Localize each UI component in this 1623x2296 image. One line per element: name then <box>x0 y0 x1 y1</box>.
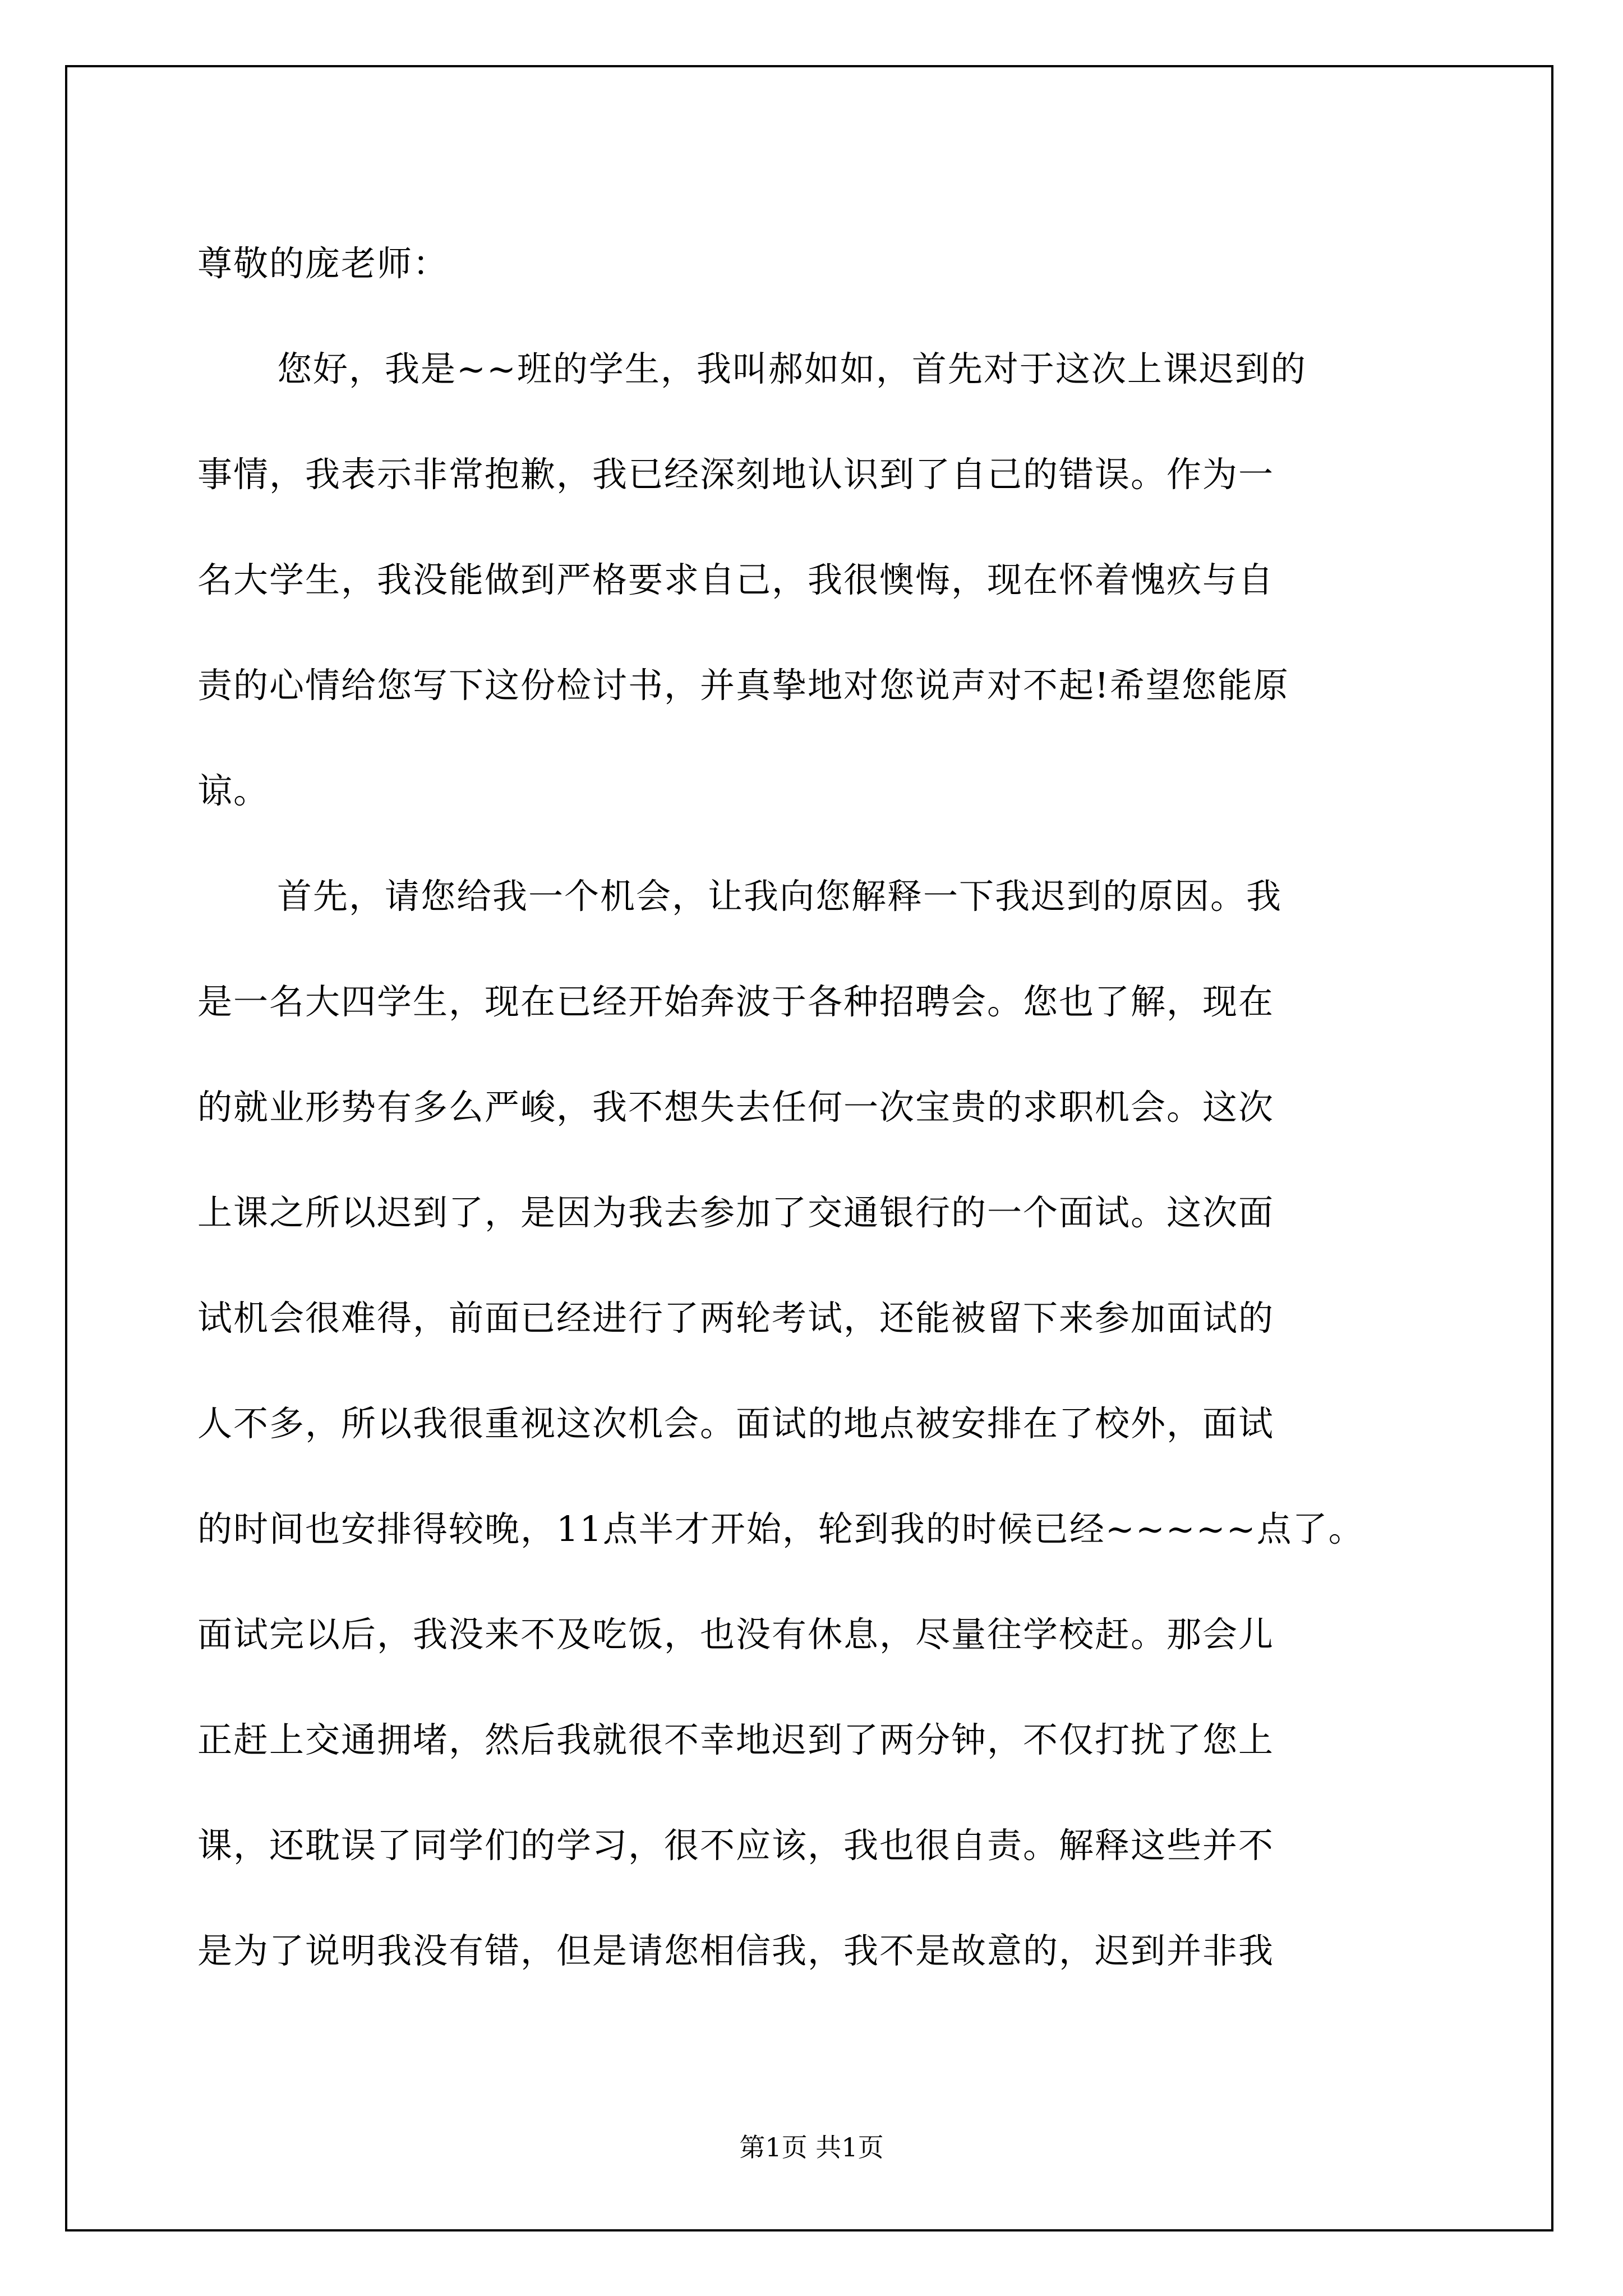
page-footer: 第1页 共1页 <box>739 2132 884 2162</box>
paragraph-1-line-5: 谅。 <box>197 770 270 811</box>
paragraph-2-line-11: 是为了说明我没有错，但是请您相信我，我不是故意的，迟到并非我 <box>197 1930 1275 1971</box>
paragraph-1-line-4: 责的心情给您写下这份检讨书，并真挚地对您说声对不起!希望您能原 <box>197 665 1289 706</box>
paragraph-1-line-2: 事情，我表示非常抱歉，我已经深刻地认识到了自己的错误。作为一 <box>197 454 1275 495</box>
document-body <box>197 211 1453 2004</box>
paragraph-2-line-8: 面试完以后，我没来不及吃饭，也没有休息，尽量往学校赶。那会儿 <box>197 1614 1275 1655</box>
paragraph-2-line-6: 人不多，所以我很重视这次机会。面试的地点被安排在了校外，面试 <box>197 1403 1275 1444</box>
salutation: 尊敬的庞老师： <box>197 243 449 284</box>
paragraph-2-line-3: 的就业形势有多么严峻，我不想失去任何一次宝贵的求职机会。这次 <box>197 1087 1275 1128</box>
paragraph-2-line-9: 正赶上交通拥堵，然后我就很不幸地迟到了两分钟，不仅打扰了您上 <box>197 1719 1275 1760</box>
paragraph-2-line-4: 上课之所以迟到了，是因为我去参加了交通银行的一个面试。这次面 <box>197 1192 1275 1233</box>
paragraph-2-line-10: 课，还耽误了同学们的学习，很不应该，我也很自责。解释这些并不 <box>197 1825 1275 1866</box>
paragraph-2-line-7: 的时间也安排得较晚，11点半才开始，轮到我的时候已经~~~~~点了。 <box>197 1508 1364 1549</box>
paragraph-2-line-2: 是一名大四学生，现在已经开始奔波于各种招聘会。您也了解，现在 <box>197 981 1275 1022</box>
paragraph-2-line-5: 试机会很难得，前面已经进行了两轮考试，还能被留下来参加面试的 <box>197 1297 1275 1338</box>
paragraph-2-line-1: 首先，请您给我一个机会，让我向您解释一下我迟到的原因。我 <box>277 876 1283 917</box>
paragraph-1-line-1: 您好，我是~~班的学生，我叫郝如如，首先对于这次上课迟到的 <box>277 348 1307 389</box>
paragraph-1-line-3: 名大学生，我没能做到严格要求自己，我很懊悔，现在怀着愧疚与自 <box>197 559 1275 600</box>
